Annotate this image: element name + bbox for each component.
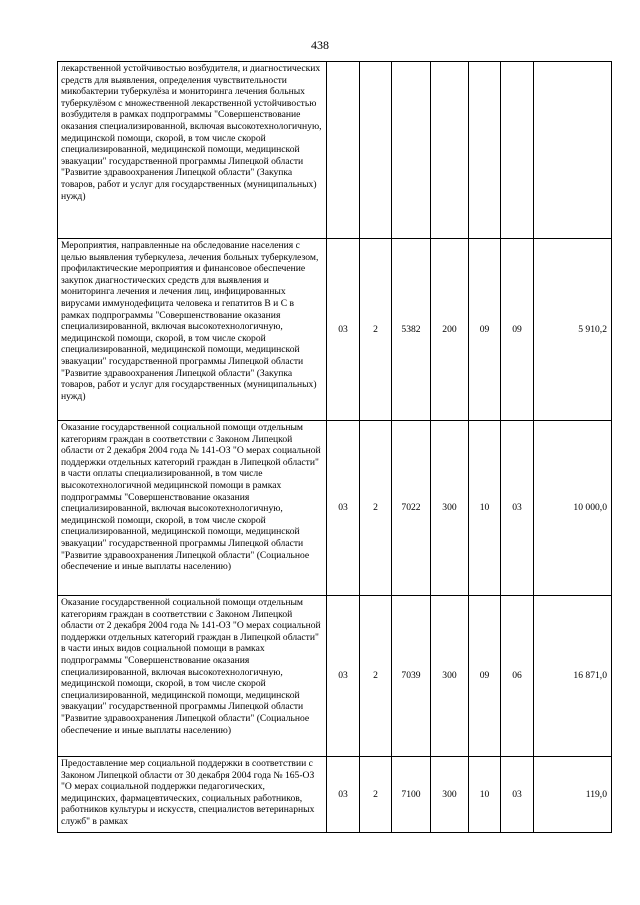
cell-program: 03 bbox=[327, 757, 360, 833]
cell-program: 03 bbox=[327, 421, 360, 596]
cell-subsection: 03 bbox=[501, 421, 534, 596]
cell-subprogram: 2 bbox=[360, 596, 392, 757]
cell-section: 10 bbox=[469, 757, 501, 833]
cell-target-code: 7039 bbox=[392, 596, 431, 757]
cell-target-code: 7022 bbox=[392, 421, 431, 596]
cell-program: 03 bbox=[327, 596, 360, 757]
row-description: Предоставление мер социальной поддержки в соответствии с Законом Липецкой области от 30 декабря 2004 года № 165-ОЗ "О мерах социальной поддержки педагогических, медицинских, фармацевтических, социальных работников, работников культуры и искусств, специалистов ветеринарных служб" в рамках bbox=[58, 757, 327, 833]
cell-expense-type: 300 bbox=[431, 757, 469, 833]
budget-table bbox=[57, 61, 612, 833]
cell-subsection: 03 bbox=[501, 757, 534, 833]
cell-amount: 119,0 bbox=[534, 757, 612, 833]
row-description: Оказание государственной социальной помощи отдельным категориям граждан в соответствии с Законом Липецкой области от 2 декабря 2004 года № 141-ОЗ "О мерах социальной поддержки отдельных категорий граждан в Липецкой области" в части оплаты специализированной, в том числе высокотехнологичной медицинской помощи в рамках подпрограммы "Совершенствование оказания специализированной, включая высокотехнологичную, медицинской помощи, скорой, в том числе скорой специализированной, медицинской помощи, медицинской эвакуации" государственной программы Липецкой области "Развитие здравоохранения Липецкой области" (Социальное обеспечение и иные выплаты населению) bbox=[58, 421, 327, 596]
cell-subprogram: 2 bbox=[360, 757, 392, 833]
table-row bbox=[58, 596, 612, 757]
cell-section: 10 bbox=[469, 421, 501, 596]
cell-subprogram: 2 bbox=[360, 421, 392, 596]
cell-program bbox=[327, 62, 360, 239]
cell-amount: 16 871,0 bbox=[534, 596, 612, 757]
cell-amount: 10 000,0 bbox=[534, 421, 612, 596]
cell-subsection bbox=[501, 62, 534, 239]
cell-amount: 5 910,2 bbox=[534, 239, 612, 421]
cell-expense-type bbox=[431, 62, 469, 239]
cell-section: 09 bbox=[469, 239, 501, 421]
cell-subsection: 09 bbox=[501, 239, 534, 421]
cell-section: 09 bbox=[469, 596, 501, 757]
page-number: 438 bbox=[311, 38, 329, 52]
row-description: Оказание государственной социальной помощи отдельным категориям граждан в соответствии с Законом Липецкой области от 2 декабря 2004 года № 141-ОЗ "О мерах социальной поддержки отдельных категорий граждан в Липецкой области" в части иных видов социальной помощи в рамках подпрограммы "Совершенствование оказания специализированной, включая высокотехнологичную, медицинской помощи, скорой, в том числе скорой специализированной, медицинской помощи, медицинской эвакуации" государственной программы Липецкой области "Развитие здравоохранения Липецкой области" (Социальное обеспечение и иные выплаты населению) bbox=[58, 596, 327, 757]
table-row bbox=[58, 62, 612, 239]
table-row bbox=[58, 421, 612, 596]
row-description: Мероприятия, направленные на обследование населения с целью выявления туберкулеза, лечения больных туберкулезом, профилактические мероприятия и финансовое обеспечение закупок диагностических средств для выявления и мониторинга лечения и лечения лиц, инфицированных вирусами иммунодефицита человека и гепатитов В и С в рамках подпрограммы "Совершенствование оказания специализированной, включая высокотехнологичную, медицинской помощи, скорой, в том числе скорой специализированной, медицинской помощи, медицинской эвакуации" государственной программы Липецкой области "Развитие здравоохранения Липецкой области" (Закупка товаров, работ и услуг для государственных (муниципальных) нужд) bbox=[58, 239, 327, 421]
table-row bbox=[58, 239, 612, 421]
cell-expense-type: 300 bbox=[431, 596, 469, 757]
row-description: лекарственной устойчивостью возбудителя, и диагностических средств для выявления, определения чувствительности микобактерии туберкулёза и мониторинга лечения больных туберкулёзом с множественной лекарственной устойчивостью возбудителя в рамках подпрограммы "Совершенствование оказания специализированной, включая высокотехнологичную, медицинской помощи, скорой, в том числе скорой специализированной, медицинской помощи, медицинской эвакуации" государственной программы Липецкой области "Развитие здравоохранения Липецкой области" (Закупка товаров, работ и услуг для государственных (муниципальных) нужд) bbox=[58, 62, 327, 239]
cell-target-code: 5382 bbox=[392, 239, 431, 421]
cell-target-code bbox=[392, 62, 431, 239]
cell-target-code: 7100 bbox=[392, 757, 431, 833]
cell-subprogram bbox=[360, 62, 392, 239]
table-row bbox=[58, 757, 612, 833]
cell-section bbox=[469, 62, 501, 239]
cell-subprogram: 2 bbox=[360, 239, 392, 421]
cell-program: 03 bbox=[327, 239, 360, 421]
cell-expense-type: 200 bbox=[431, 239, 469, 421]
cell-subsection: 06 bbox=[501, 596, 534, 757]
cell-amount bbox=[534, 62, 612, 239]
cell-expense-type: 300 bbox=[431, 421, 469, 596]
